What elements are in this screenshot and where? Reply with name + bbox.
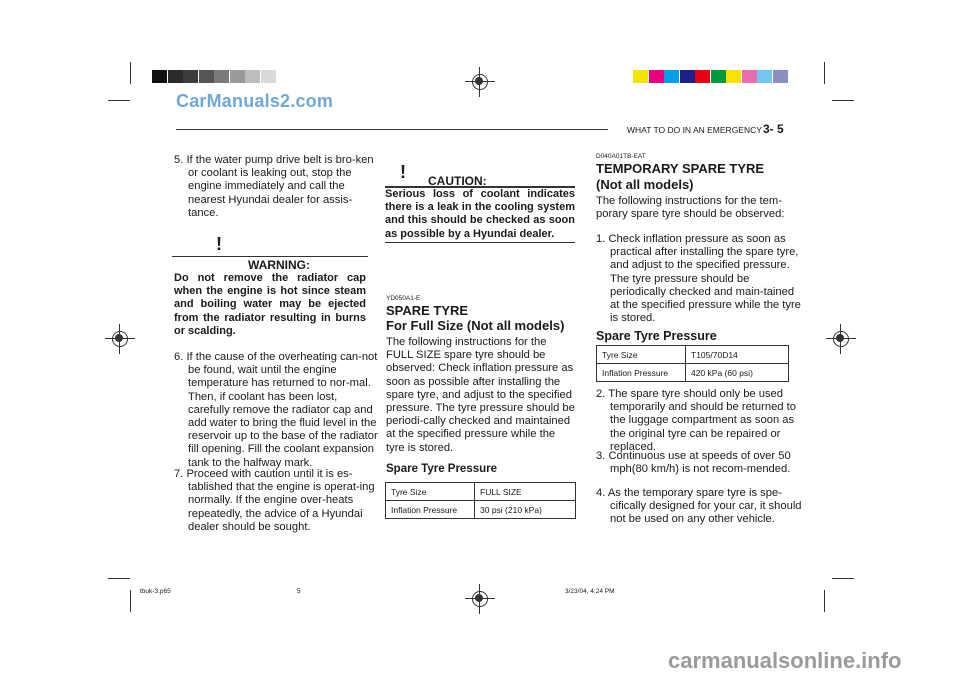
list-text: The spare tyre should only be used temporarily and should be returned to the luggage compartment as soon as the original tyre can be repaired or replaced. (608, 388, 796, 453)
warning-exclamation-icon: ! (216, 234, 222, 254)
caution-title: CAUTION: (428, 174, 487, 188)
crop-mark (824, 62, 825, 84)
list-item-1 (596, 233, 802, 325)
watermark-bottom[interactable]: carmanualsonline.info (668, 648, 902, 673)
list-number: 3. (596, 450, 606, 462)
color-swatch (664, 70, 679, 83)
section-subtitle: (Not all models) (596, 177, 694, 192)
crop-mark (824, 590, 825, 612)
registration-mark-icon (830, 328, 852, 350)
registration-mark-icon (109, 328, 131, 350)
warning-text: Do not remove the radiator cap when the engine is hot since steam and boiling water may be ejected from the radiator resulting in burns or scalding. (174, 272, 366, 337)
color-swatch (230, 70, 245, 83)
color-swatch (649, 70, 664, 83)
registration-mark-icon (469, 71, 491, 93)
footer-date: 3/23/04, 4:24 PM (565, 588, 615, 595)
table-cell: 30 psi (210 kPa) (475, 501, 576, 519)
temporary-spare-tyre-table (596, 345, 789, 382)
color-swatch (757, 70, 772, 83)
color-swatch (199, 70, 214, 83)
list-item-7 (174, 468, 378, 534)
table-heading: Spare Tyre Pressure (386, 463, 498, 475)
table-cell: T105/70D14 (686, 346, 789, 364)
list-number: 5. (174, 154, 184, 166)
table-cell: Inflation Pressure (386, 501, 475, 519)
page-number: 3- 5 (763, 122, 784, 136)
color-swatch (633, 70, 648, 83)
list-item-3 (596, 450, 802, 476)
table-cell: 420 kPa (60 psi) (686, 364, 789, 382)
list-item-5 (174, 154, 378, 220)
section-body: The following instructions for the FULL SIZE spare tyre should be observed: Check inflation pressure as soon as possible after installing the spare tyre, and adjust to the specified pressure. The tyre pressure should be periodi-cally checked and maintained at the specified pressure while the tyre is stored. (386, 336, 575, 454)
list-number: 6. (174, 351, 184, 363)
color-swatch (726, 70, 741, 83)
list-number: 2. (596, 388, 606, 400)
list-text: Continuous use at speeds of over 50 mph(80 km/h) is not recom-mended. (608, 450, 791, 476)
color-swatch (168, 70, 183, 83)
list-item-6 (174, 351, 378, 470)
list-text: As the temporary spare tyre is spe-cifically designed for your car, it should not be used on any other vehicle. (607, 487, 802, 526)
list-text: Check inflation pressure as soon as practical after installing the spare tyre, and adjust to the specified pressure. The tyre pressure should be periodically checked and main-tained at the specified pressure while the tyre is stored. (608, 233, 801, 325)
list-text: If the cause of the overheating can-not be found, wait until the engine temperature has returned to nor-mal. Then, if coolant has been lost, carefully remove the radiator cap and add water to bring the fluid level in the reservoir up to the base of the radiator fill opening. Fill the coolant expansion tank to the halfway mark. (186, 351, 378, 469)
warning-title: WARNING: (248, 258, 310, 272)
color-swatch (245, 70, 260, 83)
caution-exclamation-icon: ! (400, 162, 406, 182)
list-number: 4. (596, 487, 606, 499)
color-swatch (711, 70, 726, 83)
color-swatch (695, 70, 710, 83)
crop-mark (108, 100, 130, 101)
list-text: Proceed with caution until it is es-tablished that the engine is operat-ing normally. If the engine over-heats repeatedly, the advice of a Hyundai dealer should be sought. (186, 468, 375, 533)
color-swatch (261, 70, 276, 83)
crop-mark (832, 578, 854, 579)
color-swatch (773, 70, 788, 83)
table-cell: FULL SIZE (475, 483, 576, 501)
list-number: 7. (174, 468, 184, 480)
watermark-top[interactable]: CarManuals2.com (176, 91, 334, 111)
table-row (597, 364, 789, 382)
spare-tyre-table (385, 482, 576, 519)
section-subtitle: For Full Size (Not all models) (386, 318, 565, 333)
header-rule (176, 129, 608, 130)
registration-mark-icon (469, 588, 491, 610)
caution-text: Serious loss of coolant indicates there is a leak in the cooling system and this should be checked as soon as possible by a Hyundai dealer. (385, 188, 575, 240)
table-cell: Inflation Pressure (597, 364, 686, 382)
color-swatch (742, 70, 757, 83)
table-heading: Spare Tyre Pressure (596, 329, 717, 343)
list-text: If the water pump drive belt is bro-ken or coolant is leaking out, stop the engine immediately and call the nearest Hyundai dealer for assis-tance. (186, 154, 374, 219)
table-row (386, 483, 576, 501)
list-item-4 (596, 487, 802, 527)
color-swatch (214, 70, 229, 83)
section-code: YD050A1-E (386, 295, 421, 302)
footer-file: tbuk-3.p65 (140, 588, 171, 595)
table-row (597, 346, 789, 364)
crop-mark (832, 100, 854, 101)
table-row (386, 501, 576, 519)
section-title: TEMPORARY SPARE TYRE (596, 161, 765, 176)
section-code: D040A01TB-EAT (596, 153, 646, 160)
crop-mark (130, 590, 131, 612)
footer-page: 5 (297, 588, 301, 595)
table-cell: Tyre Size (597, 346, 686, 364)
crop-mark (130, 62, 131, 84)
color-swatch (152, 70, 167, 83)
list-item-2 (596, 388, 802, 454)
section-title: SPARE TYRE (386, 303, 469, 318)
list-number: 1. (596, 233, 606, 245)
table-cell: Tyre Size (386, 483, 475, 501)
section-intro: The following instructions for the tem-porary spare tyre should be observed: (596, 195, 785, 221)
section-header: WHAT TO DO IN AN EMERGENCY (627, 125, 762, 135)
color-swatch (183, 70, 198, 83)
caution-box-bottom (385, 242, 575, 243)
crop-mark (108, 578, 130, 579)
color-swatch (680, 70, 695, 83)
